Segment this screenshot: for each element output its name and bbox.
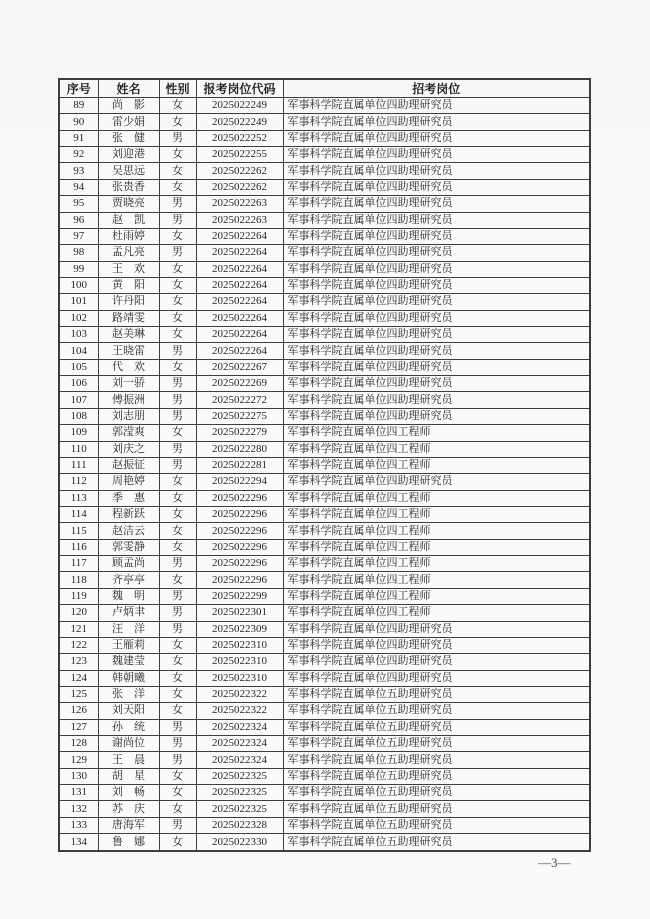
table-cell-name: 王 欢 [98, 261, 159, 277]
table-row [59, 703, 590, 719]
table-cell-gender: 男 [159, 719, 196, 735]
table-cell-name: 刘天阳 [98, 703, 159, 719]
table-cell-name: 王雁莉 [98, 637, 159, 653]
table-cell-code: 2025022269 [196, 376, 283, 392]
table-cell-position: 军事科学院直属单位四助理研究员 [283, 147, 590, 163]
table-cell-code: 2025022252 [196, 130, 283, 146]
recruitment-table [58, 78, 591, 852]
table-row [59, 310, 590, 326]
table-cell-gender: 女 [159, 490, 196, 506]
table-cell-code: 2025022264 [196, 261, 283, 277]
table-cell-code: 2025022249 [196, 114, 283, 130]
table-cell-position: 军事科学院直属单位四工程师 [283, 490, 590, 506]
table-cell-name: 唐海军 [98, 817, 159, 833]
table-cell-no: 107 [59, 392, 98, 408]
table-cell-no: 94 [59, 179, 98, 195]
table-cell-position: 军事科学院直属单位四助理研究员 [283, 261, 590, 277]
table-cell-gender: 女 [159, 98, 196, 114]
table-cell-gender: 男 [159, 441, 196, 457]
table-cell-position: 军事科学院直属单位四助理研究员 [283, 294, 590, 310]
table-cell-position: 军事科学院直属单位四助理研究员 [283, 245, 590, 261]
table-cell-no: 128 [59, 736, 98, 752]
table-cell-name: 魏 明 [98, 588, 159, 604]
table-cell-position: 军事科学院直属单位四工程师 [283, 523, 590, 539]
table-cell-gender: 男 [159, 588, 196, 604]
table-cell-code: 2025022296 [196, 572, 283, 588]
table-cell-name: 刘一骄 [98, 376, 159, 392]
table-cell-no: 125 [59, 686, 98, 702]
table-cell-code: 2025022255 [196, 147, 283, 163]
table-cell-no: 111 [59, 457, 98, 473]
table-row [59, 768, 590, 784]
table-row [59, 179, 590, 195]
table-body [59, 98, 590, 852]
table-cell-code: 2025022310 [196, 670, 283, 686]
table-cell-no: 118 [59, 572, 98, 588]
table-row [59, 556, 590, 572]
table-row [59, 572, 590, 588]
table-row [59, 392, 590, 408]
table-cell-position: 军事科学院直属单位四助理研究员 [283, 376, 590, 392]
table-cell-name: 季 惠 [98, 490, 159, 506]
table-cell-no: 117 [59, 556, 98, 572]
table-cell-gender: 女 [159, 539, 196, 555]
table-cell-position: 军事科学院直属单位四助理研究员 [283, 621, 590, 637]
table-cell-code: 2025022262 [196, 179, 283, 195]
table-cell-code: 2025022263 [196, 196, 283, 212]
table-cell-no: 130 [59, 768, 98, 784]
table-cell-gender: 女 [159, 801, 196, 817]
table-cell-gender: 女 [159, 572, 196, 588]
table-cell-position: 军事科学院直属单位四工程师 [283, 425, 590, 441]
table-cell-name: 王 晨 [98, 752, 159, 768]
table-cell-gender: 女 [159, 654, 196, 670]
table-cell-position: 军事科学院直属单位四工程师 [283, 457, 590, 473]
column-header-gender: 性别 [159, 79, 196, 98]
table-row [59, 359, 590, 375]
table-cell-name: 张 健 [98, 130, 159, 146]
table-cell-no: 113 [59, 490, 98, 506]
table-cell-no: 101 [59, 294, 98, 310]
table-row [59, 490, 590, 506]
table-row [59, 114, 590, 130]
table-cell-gender: 女 [159, 425, 196, 441]
table-cell-position: 军事科学院直属单位四助理研究员 [283, 98, 590, 114]
table-cell-gender: 男 [159, 457, 196, 473]
table-cell-gender: 女 [159, 163, 196, 179]
table-cell-code: 2025022301 [196, 605, 283, 621]
table-cell-position: 军事科学院直属单位四工程师 [283, 441, 590, 457]
table-row [59, 130, 590, 146]
table-cell-position: 军事科学院直属单位四工程师 [283, 539, 590, 555]
table-cell-gender: 女 [159, 523, 196, 539]
table-cell-code: 2025022296 [196, 490, 283, 506]
table-cell-no: 92 [59, 147, 98, 163]
table-cell-name: 刘 畅 [98, 785, 159, 801]
table-cell-position: 军事科学院直属单位五助理研究员 [283, 686, 590, 702]
table-cell-name: 魏建莹 [98, 654, 159, 670]
table-cell-no: 119 [59, 588, 98, 604]
table-cell-code: 2025022264 [196, 343, 283, 359]
table-row [59, 376, 590, 392]
table-cell-no: 112 [59, 474, 98, 490]
table-cell-code: 2025022296 [196, 556, 283, 572]
table-row [59, 277, 590, 293]
table-cell-position: 军事科学院直属单位四助理研究员 [283, 392, 590, 408]
table-cell-gender: 男 [159, 376, 196, 392]
table-row [59, 212, 590, 228]
table-cell-name: 傅振洲 [98, 392, 159, 408]
table-cell-gender: 女 [159, 637, 196, 653]
table-cell-gender: 男 [159, 212, 196, 228]
table-cell-gender: 男 [159, 817, 196, 833]
table-row [59, 474, 590, 490]
table-cell-name: 孙 统 [98, 719, 159, 735]
table-cell-no: 131 [59, 785, 98, 801]
table-row [59, 441, 590, 457]
table-cell-name: 郭滢爽 [98, 425, 159, 441]
table-cell-position: 军事科学院直属单位四助理研究员 [283, 310, 590, 326]
table-cell-name: 张贵香 [98, 179, 159, 195]
table-row [59, 785, 590, 801]
table-row [59, 539, 590, 555]
table-cell-no: 99 [59, 261, 98, 277]
table-cell-gender: 女 [159, 294, 196, 310]
table-cell-position: 军事科学院直属单位四助理研究员 [283, 114, 590, 130]
table-cell-name: 贾晓亮 [98, 196, 159, 212]
table-cell-code: 2025022296 [196, 523, 283, 539]
table-cell-name: 汪 洋 [98, 621, 159, 637]
table-cell-gender: 男 [159, 408, 196, 424]
table-row [59, 605, 590, 621]
table-cell-name: 鲁 娜 [98, 834, 159, 851]
table-cell-name: 代 欢 [98, 359, 159, 375]
table-cell-code: 2025022296 [196, 539, 283, 555]
table-cell-no: 91 [59, 130, 98, 146]
table-cell-name: 赵美琳 [98, 327, 159, 343]
table-cell-code: 2025022279 [196, 425, 283, 441]
table-row [59, 817, 590, 833]
table-row [59, 147, 590, 163]
table-cell-position: 军事科学院直属单位五助理研究员 [283, 703, 590, 719]
table-cell-no: 126 [59, 703, 98, 719]
table-row [59, 621, 590, 637]
table-cell-name: 赵洁云 [98, 523, 159, 539]
table-cell-position: 军事科学院直属单位四助理研究员 [283, 277, 590, 293]
table-row [59, 523, 590, 539]
table-cell-gender: 男 [159, 736, 196, 752]
table-row [59, 343, 590, 359]
table-row [59, 408, 590, 424]
table-cell-code: 2025022325 [196, 801, 283, 817]
table-cell-position: 军事科学院直属单位四助理研究员 [283, 228, 590, 244]
table-cell-gender: 女 [159, 474, 196, 490]
table-row [59, 736, 590, 752]
table-cell-name: 苏 庆 [98, 801, 159, 817]
table-cell-no: 97 [59, 228, 98, 244]
table-header-row [59, 79, 590, 98]
table-cell-code: 2025022249 [196, 98, 283, 114]
table-cell-position: 军事科学院直属单位五助理研究员 [283, 736, 590, 752]
table-cell-position: 军事科学院直属单位四助理研究员 [283, 212, 590, 228]
table-cell-code: 2025022264 [196, 277, 283, 293]
table-cell-position: 军事科学院直属单位四助理研究员 [283, 670, 590, 686]
table-cell-position: 军事科学院直属单位四助理研究员 [283, 343, 590, 359]
table-row [59, 801, 590, 817]
table-cell-gender: 女 [159, 114, 196, 130]
table-cell-gender: 女 [159, 228, 196, 244]
table-cell-position: 军事科学院直属单位五助理研究员 [283, 817, 590, 833]
table-cell-no: 93 [59, 163, 98, 179]
table-cell-no: 106 [59, 376, 98, 392]
table-cell-gender: 男 [159, 245, 196, 261]
table-cell-position: 军事科学院直属单位四工程师 [283, 506, 590, 522]
table-cell-gender: 女 [159, 834, 196, 851]
table-row [59, 228, 590, 244]
table-cell-name: 赵振征 [98, 457, 159, 473]
table-cell-code: 2025022264 [196, 294, 283, 310]
table-row [59, 98, 590, 114]
table-cell-no: 120 [59, 605, 98, 621]
table-row [59, 163, 590, 179]
column-header-name: 姓名 [98, 79, 159, 98]
table-row [59, 752, 590, 768]
table-cell-no: 108 [59, 408, 98, 424]
table-cell-name: 谢尚位 [98, 736, 159, 752]
table-cell-no: 90 [59, 114, 98, 130]
table-cell-no: 124 [59, 670, 98, 686]
table-cell-name: 程新跃 [98, 506, 159, 522]
table-cell-gender: 男 [159, 392, 196, 408]
table-cell-position: 军事科学院直属单位四工程师 [283, 588, 590, 604]
table-cell-no: 100 [59, 277, 98, 293]
table-cell-code: 2025022309 [196, 621, 283, 637]
table-cell-code: 2025022275 [196, 408, 283, 424]
table-cell-position: 军事科学院直属单位五助理研究员 [283, 801, 590, 817]
table-cell-no: 110 [59, 441, 98, 457]
table-cell-gender: 女 [159, 686, 196, 702]
table-cell-no: 96 [59, 212, 98, 228]
table-cell-position: 军事科学院直属单位四助理研究员 [283, 163, 590, 179]
table-cell-gender: 女 [159, 261, 196, 277]
table-cell-code: 2025022264 [196, 310, 283, 326]
table-cell-code: 2025022280 [196, 441, 283, 457]
table-cell-position: 军事科学院直属单位四助理研究员 [283, 637, 590, 653]
table-cell-no: 114 [59, 506, 98, 522]
table-cell-position: 军事科学院直属单位五助理研究员 [283, 719, 590, 735]
table-cell-position: 军事科学院直属单位四助理研究员 [283, 408, 590, 424]
table-row [59, 719, 590, 735]
table-row [59, 654, 590, 670]
table-cell-no: 129 [59, 752, 98, 768]
table-cell-position: 军事科学院直属单位四工程师 [283, 605, 590, 621]
table-cell-no: 123 [59, 654, 98, 670]
table-cell-code: 2025022310 [196, 654, 283, 670]
table-cell-name: 卢炳聿 [98, 605, 159, 621]
table-cell-name: 刘志朋 [98, 408, 159, 424]
table-cell-name: 许丹阳 [98, 294, 159, 310]
table-cell-no: 116 [59, 539, 98, 555]
table-cell-code: 2025022272 [196, 392, 283, 408]
table-cell-gender: 女 [159, 785, 196, 801]
table-cell-gender: 男 [159, 130, 196, 146]
table-row [59, 588, 590, 604]
table-cell-code: 2025022264 [196, 327, 283, 343]
table-cell-code: 2025022325 [196, 768, 283, 784]
table-cell-code: 2025022324 [196, 736, 283, 752]
table-cell-no: 89 [59, 98, 98, 114]
table-cell-code: 2025022296 [196, 506, 283, 522]
table-cell-name: 赵 凯 [98, 212, 159, 228]
table-cell-gender: 女 [159, 768, 196, 784]
table-cell-name: 路靖雯 [98, 310, 159, 326]
table-cell-gender: 女 [159, 179, 196, 195]
table-cell-gender: 男 [159, 343, 196, 359]
table-cell-no: 122 [59, 637, 98, 653]
table-cell-gender: 女 [159, 506, 196, 522]
table-cell-code: 2025022294 [196, 474, 283, 490]
table-row [59, 261, 590, 277]
table-cell-position: 军事科学院直属单位五助理研究员 [283, 834, 590, 851]
table-cell-no: 104 [59, 343, 98, 359]
table-row [59, 834, 590, 851]
table-cell-name: 王晓雷 [98, 343, 159, 359]
table-cell-code: 2025022262 [196, 163, 283, 179]
table-cell-position: 军事科学院直属单位五助理研究员 [283, 768, 590, 784]
table-cell-name: 张 洋 [98, 686, 159, 702]
table-cell-name: 吴思远 [98, 163, 159, 179]
table-cell-position: 军事科学院直属单位五助理研究员 [283, 752, 590, 768]
table-row [59, 196, 590, 212]
column-header-code: 报考岗位代码 [196, 79, 283, 98]
table-cell-name: 韩朝曦 [98, 670, 159, 686]
table-cell-gender: 男 [159, 196, 196, 212]
table-cell-code: 2025022263 [196, 212, 283, 228]
table-cell-position: 军事科学院直属单位四助理研究员 [283, 196, 590, 212]
table-cell-name: 刘庆之 [98, 441, 159, 457]
table-cell-code: 2025022264 [196, 228, 283, 244]
table-cell-code: 2025022324 [196, 752, 283, 768]
table-cell-no: 132 [59, 801, 98, 817]
table-cell-position: 军事科学院直属单位五助理研究员 [283, 785, 590, 801]
table-cell-no: 121 [59, 621, 98, 637]
table-cell-gender: 男 [159, 621, 196, 637]
table-cell-position: 军事科学院直属单位四助理研究员 [283, 179, 590, 195]
table-cell-gender: 女 [159, 670, 196, 686]
table-cell-no: 133 [59, 817, 98, 833]
table-cell-position: 军事科学院直属单位四工程师 [283, 556, 590, 572]
table-cell-name: 雷少娟 [98, 114, 159, 130]
table-cell-position: 军事科学院直属单位四助理研究员 [283, 359, 590, 375]
table-cell-gender: 男 [159, 605, 196, 621]
table-cell-position: 军事科学院直属单位四工程师 [283, 572, 590, 588]
table-cell-position: 军事科学院直属单位四助理研究员 [283, 327, 590, 343]
table-cell-no: 127 [59, 719, 98, 735]
table-header [59, 79, 590, 98]
column-header-position: 招考岗位 [283, 79, 590, 98]
table-cell-code: 2025022325 [196, 785, 283, 801]
table-cell-code: 2025022299 [196, 588, 283, 604]
table-cell-name: 尚 影 [98, 98, 159, 114]
table-cell-code: 2025022281 [196, 457, 283, 473]
page-number: —3— [538, 855, 571, 870]
table-cell-gender: 男 [159, 752, 196, 768]
table-cell-name: 黄 阳 [98, 277, 159, 293]
table-cell-gender: 男 [159, 556, 196, 572]
table-cell-name: 周艳婷 [98, 474, 159, 490]
table-cell-no: 115 [59, 523, 98, 539]
table-cell-name: 杜雨婷 [98, 228, 159, 244]
table-row [59, 425, 590, 441]
table-cell-no: 134 [59, 834, 98, 851]
table-cell-no: 109 [59, 425, 98, 441]
table-row [59, 637, 590, 653]
table-cell-position: 军事科学院直属单位四助理研究员 [283, 130, 590, 146]
column-header-no: 序号 [59, 79, 98, 98]
table-cell-code: 2025022330 [196, 834, 283, 851]
table-cell-name: 顾孟尚 [98, 556, 159, 572]
table-cell-name: 胡 星 [98, 768, 159, 784]
table-cell-gender: 女 [159, 310, 196, 326]
table-cell-gender: 女 [159, 359, 196, 375]
table-cell-gender: 女 [159, 327, 196, 343]
table-cell-position: 军事科学院直属单位四助理研究员 [283, 474, 590, 490]
table-cell-position: 军事科学院直属单位四助理研究员 [283, 654, 590, 670]
table-row [59, 245, 590, 261]
table-cell-no: 95 [59, 196, 98, 212]
table-row [59, 686, 590, 702]
table-cell-code: 2025022322 [196, 686, 283, 702]
table-row [59, 327, 590, 343]
table-cell-gender: 女 [159, 147, 196, 163]
table-row [59, 294, 590, 310]
table-row [59, 506, 590, 522]
table-cell-gender: 女 [159, 703, 196, 719]
table-cell-code: 2025022267 [196, 359, 283, 375]
table-cell-no: 98 [59, 245, 98, 261]
table-row [59, 457, 590, 473]
table-cell-gender: 女 [159, 277, 196, 293]
table-cell-code: 2025022264 [196, 245, 283, 261]
table-cell-name: 齐亭亭 [98, 572, 159, 588]
table-cell-code: 2025022322 [196, 703, 283, 719]
table-cell-code: 2025022328 [196, 817, 283, 833]
table-cell-no: 105 [59, 359, 98, 375]
table-row [59, 670, 590, 686]
table-cell-name: 刘迎港 [98, 147, 159, 163]
table-cell-code: 2025022324 [196, 719, 283, 735]
table-cell-code: 2025022310 [196, 637, 283, 653]
table-cell-no: 102 [59, 310, 98, 326]
table-cell-no: 103 [59, 327, 98, 343]
table-cell-name: 郭雯静 [98, 539, 159, 555]
table-cell-name: 孟凡亮 [98, 245, 159, 261]
